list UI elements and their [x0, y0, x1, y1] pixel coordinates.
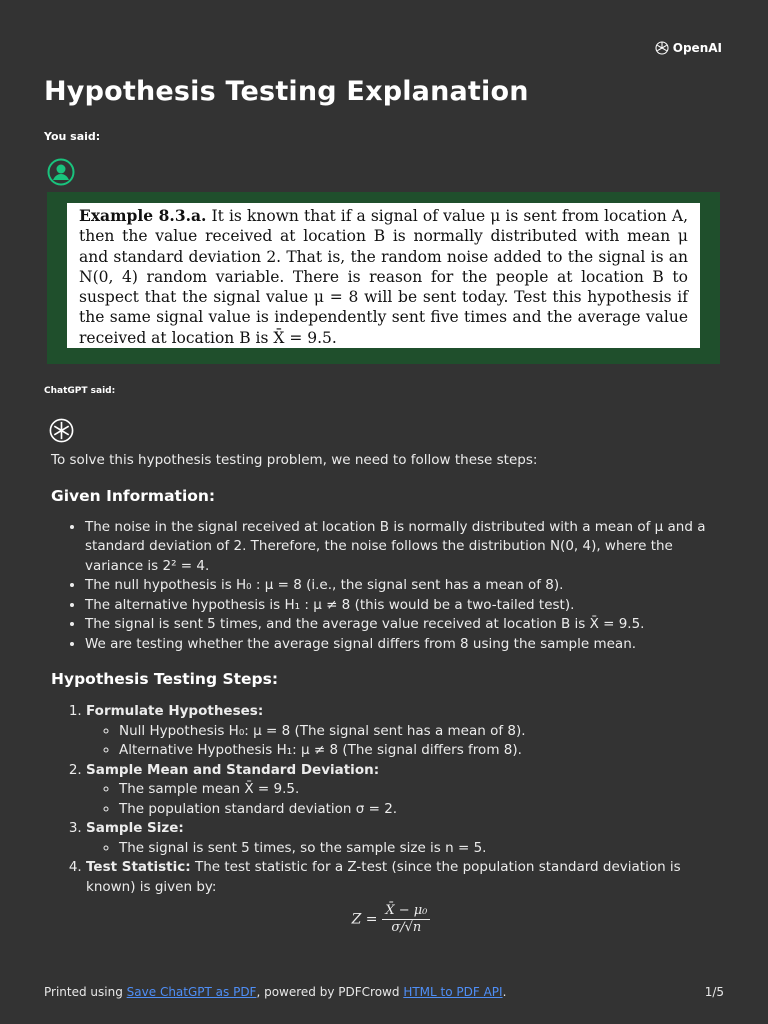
you-said-label: You said: [44, 130, 101, 143]
formula-lhs: Z = [351, 911, 378, 928]
step-text: The test statistic for a Z-test (since the population standard deviation is known) is given by: [86, 859, 681, 895]
page-number: 1/5 [704, 985, 724, 999]
brand-name: OpenAI [672, 41, 722, 55]
sub-list [86, 780, 731, 819]
chatgpt-said-label: ChatGPT said: [44, 386, 116, 396]
sub-item: ◦ The signal is sent 5 times, so the sample size is n = 5. [119, 839, 731, 859]
step-title: Sample Size: [86, 820, 184, 836]
chatgpt-logo-icon [48, 417, 75, 444]
sub-list [86, 839, 731, 859]
example-label: Example 8.3.a. [79, 206, 207, 225]
footer [44, 985, 724, 999]
step-title: Sample Mean and Standard Deviation: [86, 761, 380, 778]
footer-printed-using: Printed using [44, 985, 123, 999]
list-item: • We are testing whether the average signal differs from 8 using the sample mean. [85, 635, 731, 655]
step-item [86, 761, 731, 820]
list-item: • The noise in the signal received at location B is normally distributed with a mean of μ and a standard deviation of 2. Therefore, the noise follows the distribution N(0, 4), where the variance is 2² = 4. [85, 518, 731, 577]
steps-heading: Hypothesis Testing Steps: [51, 670, 279, 688]
uploaded-image [47, 192, 720, 364]
z-formula [51, 903, 731, 936]
sub-list [86, 722, 731, 761]
sub-item: ◦ Alternative Hypothesis H₁: μ ≠ 8 (The signal differs from 8). [119, 741, 731, 761]
openai-brand [654, 40, 722, 56]
footer-period: . [502, 985, 507, 999]
formula-numerator: X̄ − μ₀ [382, 903, 430, 920]
intro-text: To solve this hypothesis testing problem, we need to follow these steps: [51, 452, 538, 468]
openai-logo-icon [654, 40, 670, 56]
footer-printed [44, 985, 506, 999]
html-to-pdf-link[interactable]: HTML to PDF API [403, 985, 503, 999]
given-list [51, 518, 731, 655]
step-title: Formulate Hypotheses: [86, 703, 264, 719]
given-heading: Given Information: [51, 486, 216, 505]
sub-item: ◦ The sample mean X̄ = 9.5. [119, 780, 731, 800]
step-item [86, 819, 731, 858]
formula-denominator: σ/√n [391, 920, 422, 935]
save-chatgpt-pdf-link[interactable]: Save ChatGPT as PDF [126, 985, 257, 999]
list-item: • The alternative hypothesis is H₁ : μ ≠ 8 (this would be a two-tailed test). [85, 596, 731, 616]
example-text-image [67, 203, 700, 348]
example-text: It is known that if a signal of value μ is sent from location A, then the value received at location B is normally distributed with mean μ and standard deviation 2. That is, the random noise added to the signal is an N(0, 4) random variable. There is reason for the people at location B to suspect that the signal value μ = 8 will be sent today. Test this hypothesis if the same signal value is independently sent five times and the average value received at location B is X̄ = 9.5. [79, 207, 688, 347]
page-title: Hypothesis Testing Explanation [44, 76, 529, 107]
footer-powered-by: , powered by PDFCrowd [256, 985, 400, 999]
response-content [51, 449, 731, 936]
list-item: • The signal is sent 5 times, and the average value received at location B is X̄ = 9.5. [85, 615, 731, 635]
sub-item: ◦ The population standard deviation σ = 2. [119, 800, 731, 820]
formula-fraction [382, 903, 430, 936]
step-title: Test Statistic: [86, 859, 191, 875]
step-item [86, 858, 731, 897]
sub-item: ◦ Null Hypothesis H₀: μ = 8 (The signal sent has a mean of 8). [119, 722, 731, 742]
user-avatar-icon [47, 158, 75, 186]
list-item: • The null hypothesis is H₀ : μ = 8 (i.e., the signal sent has a mean of 8). [85, 576, 731, 596]
steps-list [51, 702, 731, 897]
step-item [86, 702, 731, 761]
